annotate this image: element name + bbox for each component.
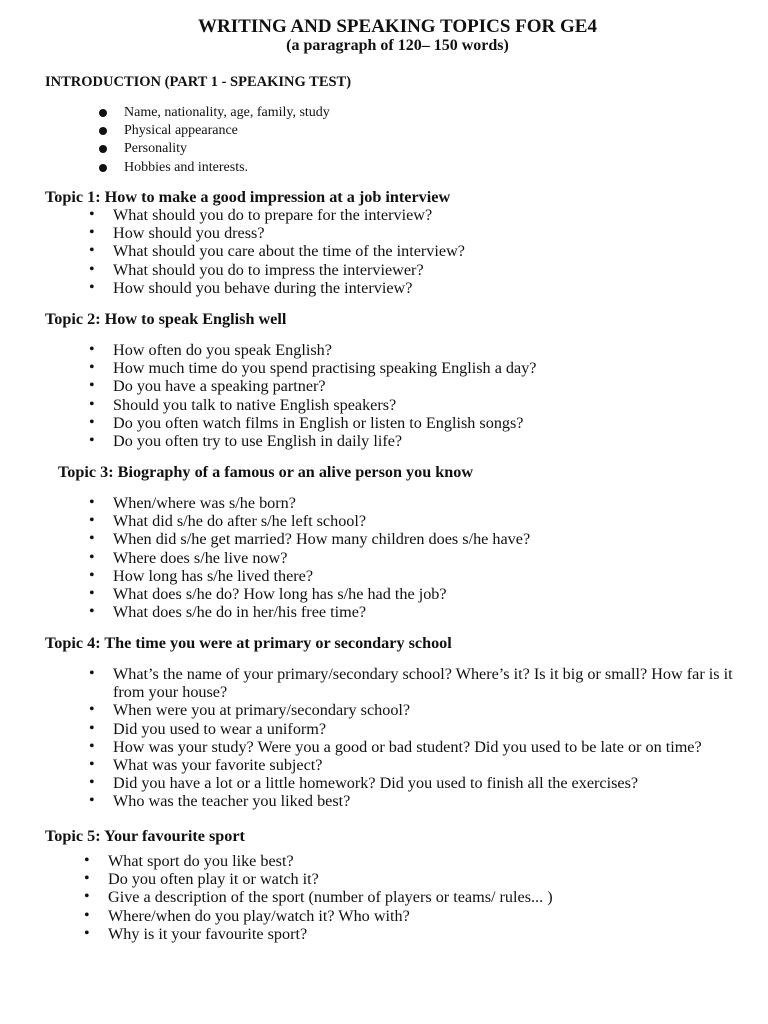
- question-text: What’s the name of your primary/secondary school? Where’s it? Is it big or small? How far is it from your house?: [113, 665, 733, 702]
- topic-1-heading: Topic 1: How to make a good impression at a job interview: [45, 188, 451, 206]
- bullet-icon: •: [89, 341, 95, 358]
- topic-4-heading: Topic 4: The time you were at primary or secondary school: [45, 634, 452, 652]
- bullet-icon: •: [89, 224, 95, 242]
- list-item: [89, 261, 729, 279]
- question-text: Do you often try to use English in daily life?: [113, 432, 403, 451]
- list-item: [89, 720, 759, 738]
- question-text: Why is it your favourite sport?: [108, 924, 308, 943]
- list-item: [89, 494, 729, 512]
- question-text: Do you often watch films in English or listen to English songs?: [113, 413, 524, 432]
- list-item: [89, 432, 729, 450]
- list-item-text: Name, nationality, age, family, study: [124, 105, 330, 120]
- list-item: [89, 224, 729, 242]
- bullet-icon: [99, 127, 107, 135]
- question-text: What should you do to impress the interviewer?: [113, 260, 424, 279]
- question-text: How should you behave during the interview?: [113, 278, 413, 297]
- list-item: [89, 341, 729, 359]
- question-text: How long has s/he lived there?: [113, 566, 314, 585]
- list-item: [98, 104, 330, 122]
- question-text: When were you at primary/secondary school?: [113, 701, 411, 720]
- list-item: [89, 738, 759, 756]
- list-item: [89, 530, 729, 548]
- list-item: [89, 279, 729, 297]
- bullet-icon: •: [89, 278, 95, 296]
- topic-1-questions: [89, 206, 729, 297]
- question-text: What should you care about the time of the interview?: [113, 242, 465, 261]
- list-item: [89, 567, 729, 585]
- bullet-icon: •: [89, 512, 95, 530]
- topic-2-questions: [89, 341, 729, 450]
- question-text: What should you do to prepare for the interview?: [113, 206, 433, 224]
- topic-3-heading: Topic 3: Biography of a famous or an alive person you know: [58, 463, 474, 481]
- list-item: [84, 888, 724, 906]
- bullet-icon: •: [89, 665, 95, 682]
- list-item: [89, 585, 729, 603]
- bullet-icon: •: [89, 260, 95, 278]
- list-item: [89, 414, 729, 432]
- list-item: [89, 665, 759, 701]
- list-item: [84, 870, 724, 888]
- question-text: When did s/he get married? How many children does s/he have?: [113, 530, 531, 549]
- bullet-icon: •: [84, 924, 90, 942]
- list-item: [98, 122, 330, 140]
- bullet-icon: •: [89, 395, 95, 413]
- question-text: Do you have a speaking partner?: [113, 377, 326, 396]
- bullet-icon: •: [89, 359, 95, 377]
- topic-2-heading: Topic 2: How to speak English well: [45, 310, 287, 328]
- list-item: [84, 852, 724, 870]
- question-text: What sport do you like best?: [108, 852, 294, 870]
- bullet-icon: [99, 109, 107, 117]
- list-item: [98, 159, 330, 177]
- list-item: [89, 359, 729, 377]
- list-item: [89, 377, 729, 395]
- bullet-icon: •: [89, 737, 95, 755]
- bullet-icon: •: [89, 377, 95, 395]
- intro-heading: INTRODUCTION (PART 1 - SPEAKING TEST): [45, 74, 352, 90]
- topic-4-questions: [89, 665, 759, 811]
- question-text: Where does s/he live now?: [113, 548, 288, 567]
- bullet-icon: •: [84, 906, 90, 924]
- list-item: [89, 792, 759, 810]
- question-text: Where/when do you play/watch it? Who with?: [108, 906, 410, 925]
- question-text: How much time do you spend practising speaking English a day?: [113, 359, 537, 378]
- bullet-icon: •: [89, 585, 95, 603]
- question-text: When/where was s/he born?: [113, 494, 296, 512]
- list-item-text: Hobbies and interests.: [124, 159, 249, 175]
- bullet-icon: •: [89, 242, 95, 260]
- question-text: How often do you speak English?: [113, 341, 332, 359]
- bullet-icon: •: [89, 413, 95, 431]
- bullet-icon: •: [89, 432, 95, 450]
- list-item: [84, 907, 724, 925]
- bullet-icon: •: [84, 852, 90, 869]
- list-item: [89, 242, 729, 260]
- bullet-icon: [99, 164, 107, 172]
- question-text: Should you talk to native English speakers?: [113, 395, 397, 414]
- list-item: [89, 774, 759, 792]
- question-text: Did you have a lot or a little homework? Did you used to finish all the exercises?: [113, 774, 639, 793]
- page-subtitle: (a paragraph of 120– 150 words): [286, 37, 509, 54]
- question-text: Give a description of the sport (number of players or teams/ rules... ): [108, 888, 553, 907]
- bullet-icon: •: [84, 870, 90, 888]
- bullet-icon: •: [89, 774, 95, 792]
- list-item: [89, 549, 729, 567]
- bullet-icon: •: [89, 530, 95, 548]
- list-item: [89, 701, 759, 719]
- bullet-icon: [99, 145, 107, 153]
- list-item: [84, 925, 724, 943]
- list-item: [89, 396, 729, 414]
- list-item-text: Personality: [124, 141, 187, 157]
- bullet-icon: •: [89, 603, 95, 621]
- question-text: How should you dress?: [113, 224, 265, 243]
- topic-5-questions: [84, 852, 724, 943]
- question-text: What does s/he do? How long has s/he had the job?: [113, 585, 447, 604]
- list-item: [98, 140, 330, 158]
- list-item: [89, 512, 729, 530]
- list-item: [89, 206, 729, 224]
- intro-list: [98, 104, 330, 177]
- bullet-icon: •: [89, 206, 95, 223]
- topic-3-questions: [89, 494, 729, 621]
- bullet-icon: •: [89, 719, 95, 737]
- question-text: What did s/he do after s/he left school?: [113, 512, 367, 531]
- bullet-icon: •: [89, 756, 95, 774]
- question-text: What was your favorite subject?: [113, 756, 323, 775]
- question-text: Did you used to wear a uniform?: [113, 719, 327, 738]
- bullet-icon: •: [89, 701, 95, 719]
- question-text: Who was the teacher you liked best?: [113, 792, 351, 811]
- bullet-icon: •: [84, 888, 90, 906]
- bullet-icon: •: [89, 548, 95, 566]
- bullet-icon: •: [89, 566, 95, 584]
- bullet-icon: •: [89, 792, 95, 810]
- list-item: [89, 603, 729, 621]
- topic-5-heading: Topic 5: Your favourite sport: [45, 827, 245, 845]
- bullet-icon: •: [89, 494, 95, 511]
- question-text: Do you often play it or watch it?: [108, 870, 319, 889]
- page-title: WRITING AND SPEAKING TOPICS FOR GE4: [198, 16, 597, 37]
- question-text: How was your study? Were you a good or bad student? Did you used to be late or on time?: [113, 737, 702, 756]
- list-item: [89, 756, 759, 774]
- question-text: What does s/he do in her/his free time?: [113, 603, 367, 622]
- list-item-text: Physical appearance: [124, 123, 238, 139]
